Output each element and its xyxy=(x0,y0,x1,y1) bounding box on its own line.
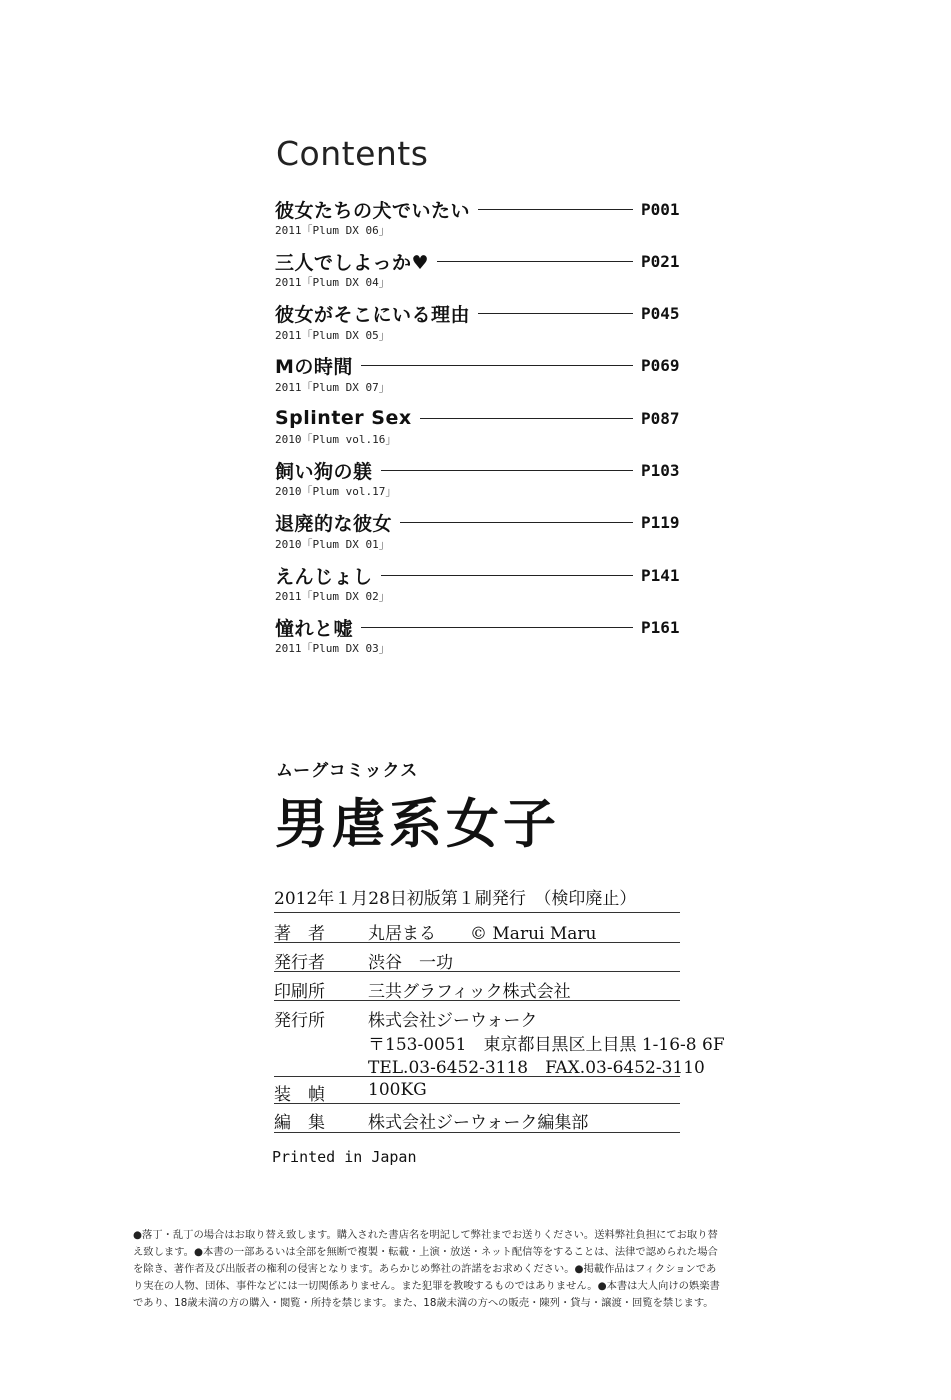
toc-entry-source: 2011「Plum DX 04」 xyxy=(275,276,390,290)
colophon-rule xyxy=(274,1000,680,1001)
toc-entry-title: 飼い狗の躾 xyxy=(275,460,373,483)
notice-line: であり、18歳未満の方の購入・閲覧・所持を禁じます。また、18歳未満の方への販売・陳列・貸与・譲渡・回覧を禁じます。 xyxy=(133,1297,714,1309)
colophon-rule xyxy=(274,942,680,943)
toc-entry-title: 退廃的な彼女 xyxy=(275,513,393,536)
toc-entry-page: P021 xyxy=(641,251,680,271)
toc-entry-source: 2011「Plum DX 02」 xyxy=(275,590,390,604)
colophon-rule xyxy=(274,1103,680,1104)
toc-leader-rule xyxy=(361,627,633,628)
book-title: 男虐系女子 xyxy=(275,794,560,855)
toc-leader-rule xyxy=(361,365,633,366)
colophon-label: 発行者 xyxy=(274,953,325,973)
toc-entry-page: P087 xyxy=(641,408,680,428)
toc-entry-title: えんじょし xyxy=(275,565,373,588)
colophon-value: 100KG xyxy=(368,1080,427,1100)
contents-heading: Contents xyxy=(276,134,429,173)
colophon-label: 装 幀 xyxy=(274,1085,325,1105)
notice-line: ●落丁・乱丁の場合はお取り替え致します。購入された書店名を明記して弊社までお送りください。送料弊社負担にてお取り替 xyxy=(133,1229,718,1241)
colophon-value: 渋谷 一功 xyxy=(368,953,453,973)
colophon-label: 発行所 xyxy=(274,1011,325,1031)
toc-leader-rule xyxy=(420,418,633,419)
toc-entry-source: 2011「Plum DX 05」 xyxy=(275,328,390,342)
toc-entry xyxy=(275,248,680,300)
edition-line: 2012年１月28日初版第１刷発行 （検印廃止） xyxy=(274,889,637,909)
toc-entry-page: P069 xyxy=(641,356,680,376)
toc-entry-title: 彼女たちの犬でいたい xyxy=(275,199,471,222)
notice-line: え致します。●本書の一部あるいは全部を無断で複製・転載・上演・放送・ネット配信等をすることは、法律で認められた場合 xyxy=(133,1246,718,1258)
colophon-rule xyxy=(274,1132,680,1133)
toc-entry xyxy=(275,405,680,457)
colophon-rule xyxy=(274,912,680,913)
toc-entry-title: 憧れと嘘 xyxy=(275,617,354,640)
toc-entry xyxy=(275,353,680,405)
printed-in-japan: Printed in Japan xyxy=(272,1148,417,1166)
toc-entry xyxy=(275,614,680,666)
toc-entry-title: 彼女がそこにいる理由 xyxy=(275,304,471,327)
toc-leader-rule xyxy=(400,522,633,523)
toc-leader-rule xyxy=(478,313,633,314)
toc-entry-page: P161 xyxy=(641,617,680,637)
colophon-value: 三共グラフィック株式会社 xyxy=(368,982,571,1002)
colophon-value: 株式会社ジーウォーク xyxy=(368,1011,538,1031)
toc-entry-page: P001 xyxy=(641,199,680,219)
colophon-rule xyxy=(274,1076,680,1077)
toc-entry-page: P045 xyxy=(641,304,680,324)
toc-entry-title: Splinter Sex xyxy=(275,407,412,430)
toc-entry-page: P141 xyxy=(641,565,680,585)
toc-entry-source: 2010「Plum DX 01」 xyxy=(275,537,390,551)
colophon-value: 丸居まる © Marui Maru xyxy=(368,924,597,944)
colophon-label: 著 者 xyxy=(274,924,325,944)
colophon-label: 印刷所 xyxy=(274,982,325,1002)
toc-entry xyxy=(275,301,680,353)
toc-entry-source: 2011「Plum DX 03」 xyxy=(275,642,390,656)
toc-leader-rule xyxy=(381,575,633,576)
colophon-label: 編 集 xyxy=(274,1113,325,1133)
table-of-contents xyxy=(275,196,680,667)
colophon-value: TEL.03-6452-3118 FAX.03-6452-3110 xyxy=(368,1058,705,1078)
toc-entry-source: 2011「Plum DX 07」 xyxy=(275,380,390,394)
toc-leader-rule xyxy=(381,470,633,471)
toc-entry-source: 2010「Plum vol.17」 xyxy=(275,485,397,499)
legal-notice xyxy=(133,1227,809,1312)
colophon-rule xyxy=(274,971,680,972)
colophon-value: 〒153-0051 東京都目黒区上目黒 1-16-8 6F xyxy=(368,1035,725,1055)
toc-entry-title: 三人でしよっか♥ xyxy=(275,251,430,274)
toc-leader-rule xyxy=(437,261,633,262)
toc-entry-title: Mの時間 xyxy=(275,356,353,379)
toc-entry-source: 2010「Plum vol.16」 xyxy=(275,433,397,447)
toc-leader-rule xyxy=(478,209,633,210)
toc-entry xyxy=(275,457,680,509)
toc-entry xyxy=(275,510,680,562)
notice-line: を除き、著作者及び出版者の権利の侵害となります。あらかじめ弊社の許諾をお求めください。●掲載作品はフィクションであ xyxy=(133,1263,717,1275)
toc-entry-source: 2011「Plum DX 06」 xyxy=(275,224,390,237)
notice-line: り実在の人物、団体、事件などには一切関係ありません。また犯罪を教唆するものではありません。●本書は大人向けの娯楽書 xyxy=(133,1280,720,1292)
toc-entry-page: P103 xyxy=(641,460,680,480)
colophon-value: 株式会社ジーウォーク編集部 xyxy=(368,1113,589,1133)
toc-entry-page: P119 xyxy=(641,513,680,533)
imprint-label: ムーグコミックス xyxy=(276,761,419,781)
toc-entry xyxy=(275,562,680,614)
toc-entry xyxy=(275,196,680,248)
